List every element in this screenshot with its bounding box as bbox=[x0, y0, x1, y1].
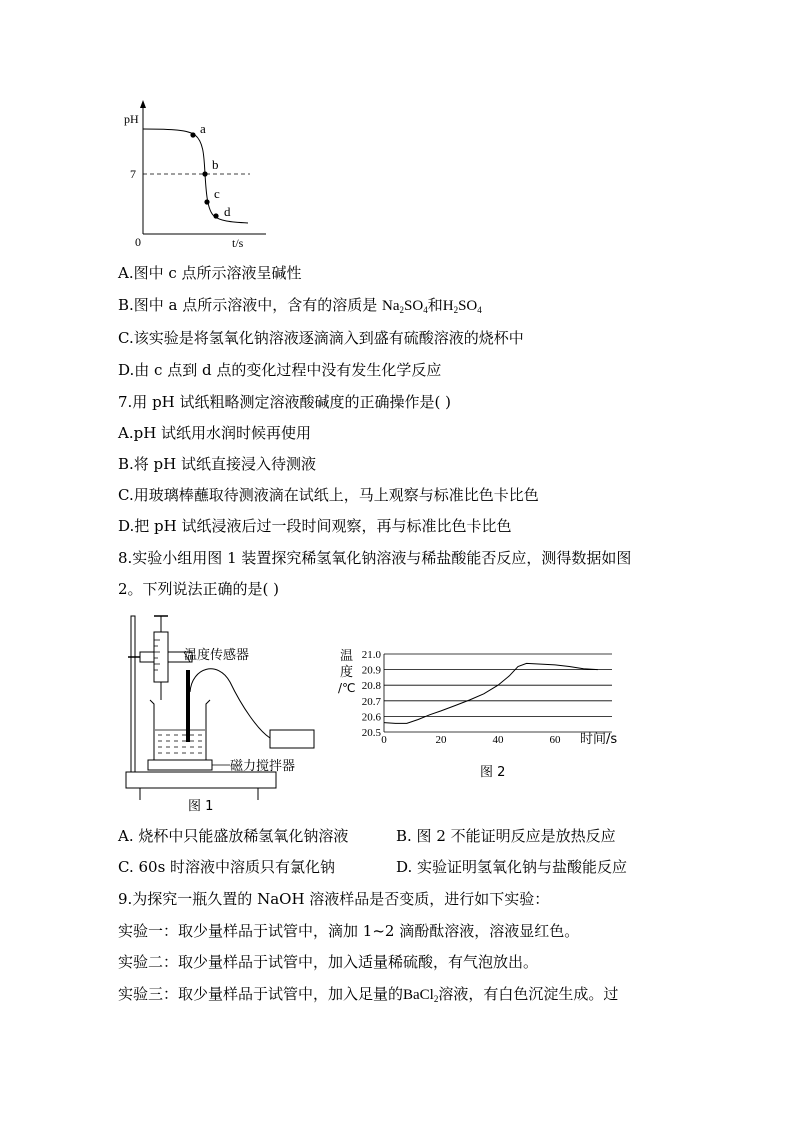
q9-experiment-3: 实验三：取少量样品于试管中，加入足量的BaCl$_2$溶液，有白色沉淀生成。过 bbox=[118, 985, 619, 1004]
y-tick-label: 21.0 bbox=[361, 649, 381, 661]
formula-h2so4: $H_2SO_4$ bbox=[442, 298, 482, 315]
q7-option-c: C.用玻璃棒蘸取待测液滴在试纸上，马上观察与标准比色卡比色 bbox=[118, 486, 539, 504]
ph-label-b: b bbox=[212, 157, 219, 172]
x-tick-label: 40 bbox=[492, 734, 504, 746]
q8-stem-line2: 2。下列说法正确的是( ) bbox=[118, 580, 280, 598]
q8-stem-line1: 8.实验小组用图 1 装置探究稀氢氧化钠溶液与稀盐酸能否反应，测得数据如图 bbox=[118, 549, 632, 567]
sensor-cable bbox=[190, 669, 270, 738]
ph-ylabel: pH bbox=[124, 112, 139, 126]
q7-option-d: D.把 pH 试纸浸液后过一段时间观察，再与标准比色卡比色 bbox=[118, 517, 512, 535]
fig2-ylabel-line1: 温 bbox=[340, 649, 354, 664]
ph-label-d: d bbox=[224, 204, 231, 219]
y-tick-label: 20.7 bbox=[361, 695, 381, 708]
magnetic-stirrer bbox=[148, 760, 212, 770]
q9-stem: 9.为探究一瓶久置的 NaOH 溶液样品是否变质，进行如下实验： bbox=[118, 890, 550, 908]
q8-option-a: A. 烧杯中只能盛放稀氢氧化钠溶液 bbox=[118, 827, 349, 845]
x-tick-label: 20 bbox=[435, 734, 447, 746]
ph-point-a bbox=[190, 132, 195, 137]
q9-experiment-2: 实验二：取少量样品于试管中，加入适量稀硫酸，有气泡放出。 bbox=[118, 953, 539, 971]
y-tick-label: 20.8 bbox=[361, 680, 381, 693]
ph-curve bbox=[143, 129, 248, 223]
q7-option-a: A.pH 试纸用水润时候再使用 bbox=[118, 424, 312, 442]
sensor-meter bbox=[270, 730, 314, 748]
ph-y-arrow bbox=[140, 100, 146, 108]
ph-point-c bbox=[204, 199, 209, 204]
x-tick-label: 60 bbox=[549, 734, 561, 746]
fig1-apparatus bbox=[118, 612, 328, 817]
q8-option-b: B. 图 2 不能证明反应是放热反应 bbox=[396, 827, 616, 845]
stand-rod bbox=[131, 616, 135, 772]
q9-experiment-1: 实验一：取少量样品于试管中，滴加 1~2 滴酚酞溶液，溶液显红色。 bbox=[118, 922, 580, 940]
y-tick-label: 20.6 bbox=[361, 711, 381, 724]
fig1-caption: 图 1 bbox=[188, 799, 214, 814]
syringe-barrel bbox=[154, 632, 168, 682]
ph-point-b bbox=[202, 171, 207, 176]
fig2-ylabel-line2: 度 bbox=[340, 665, 354, 680]
stand-base bbox=[126, 772, 276, 788]
fig1-label-sensor: 温度传感器 bbox=[184, 648, 250, 663]
y-tick-label: 20.9 bbox=[361, 664, 381, 677]
ph-label-c: c bbox=[214, 186, 220, 201]
beaker-solution bbox=[155, 730, 205, 753]
q6-option-b: B.图中 a 点所示溶液中，含有的溶质是 $Na_2SO_4$和$H_2SO_4$ bbox=[118, 296, 482, 315]
ph-y-mark-7: 7 bbox=[130, 167, 136, 181]
temperature-probe bbox=[186, 670, 190, 742]
y-tick-label: 20.5 bbox=[361, 727, 381, 739]
fig2-temperature-chart bbox=[338, 644, 628, 784]
formula-bacl2: BaCl$_2$ bbox=[403, 987, 439, 1004]
ph-origin: 0 bbox=[135, 235, 141, 249]
q8-option-d: D. 实验证明氢氧化钠与盐酸能反应 bbox=[396, 858, 628, 876]
q6-option-a: A.图中 c 点所示溶液呈碱性 bbox=[118, 264, 302, 282]
temperature-series-line bbox=[384, 663, 598, 723]
q7-stem: 7.用 pH 试纸粗略测定溶液酸碱度的正确操作是( ) bbox=[118, 393, 452, 411]
q6-option-c: C.该实验是将氢氧化钠溶液逐滴滴入到盛有硫酸溶液的烧杯中 bbox=[118, 329, 524, 347]
q6-option-b-text: B.图中 a 点所示溶液中，含有的溶质是 bbox=[118, 296, 383, 314]
fig2-caption: 图 2 bbox=[480, 765, 506, 780]
ph-point-d bbox=[213, 213, 218, 218]
fig2-ylabel-line3: /℃ bbox=[338, 681, 356, 695]
ph-chart bbox=[118, 98, 268, 258]
q6-option-d: D.由 c 点到 d 点的变化过程中没有发生化学反应 bbox=[118, 361, 442, 379]
fig2-xlabel: 时间/s bbox=[580, 732, 618, 747]
q7-option-b: B.将 pH 试纸直接浸入待测液 bbox=[118, 455, 317, 473]
q8-option-c: C. 60s 时溶液中溶质只有氯化钠 bbox=[118, 858, 336, 876]
formula-na2so4: $Na_2SO_4$ bbox=[382, 298, 428, 315]
fig1-label-stirrer: 磁力搅拌器 bbox=[230, 759, 296, 774]
ph-label-a: a bbox=[200, 121, 206, 136]
ph-xlabel: t/s bbox=[232, 236, 244, 250]
x-tick-label: 0 bbox=[381, 734, 387, 746]
